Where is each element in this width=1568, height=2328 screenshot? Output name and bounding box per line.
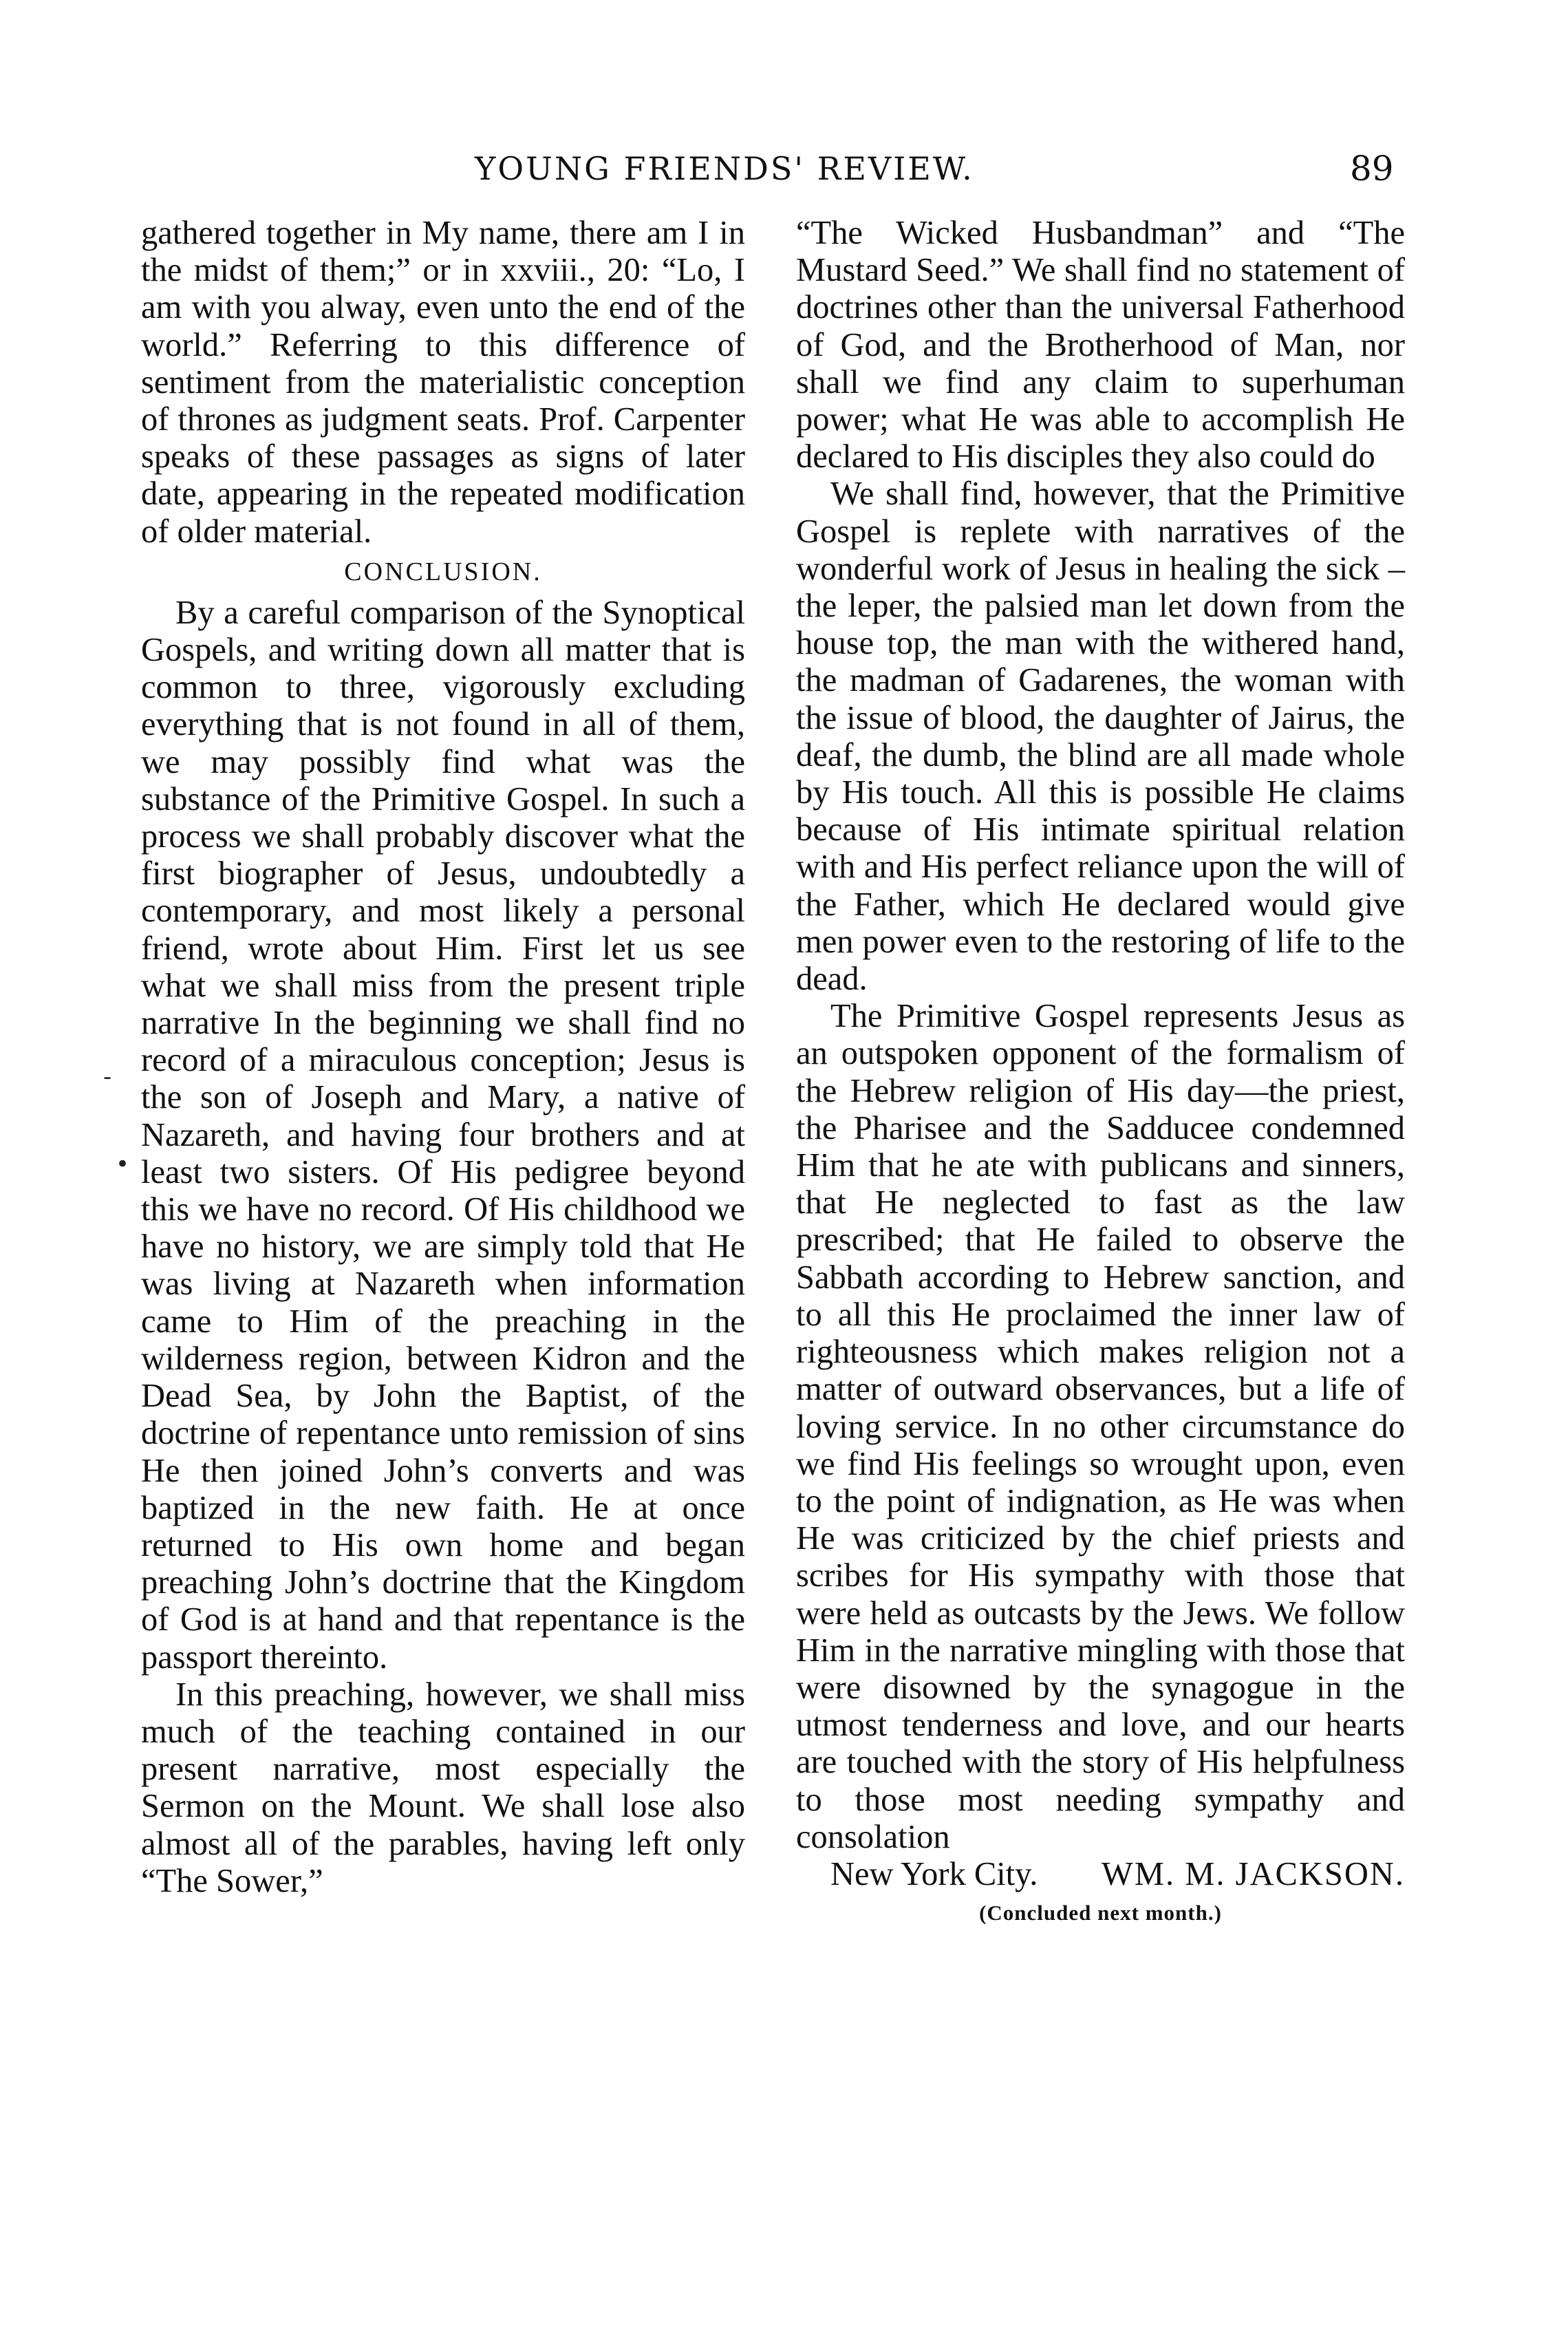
right-column [796,215,1405,1929]
running-head: YOUNG FRIENDS' REVIEW. [475,150,974,187]
margin-bullet-mark: • [116,1151,130,1178]
right-paragraph-1: “The Wicked Husbandman” and “The Mustard Seed.” We shall find no statement of doctrines other than the universal Fatherhood of God, and the Brotherhood of Man, nor shall we find any claim to superhuman power; what He was able to accomplish He declared to His disciples they also could do [796,215,1405,476]
page-number: 89 [1350,149,1394,189]
section-heading: CONCLUSION. [344,557,542,586]
left-paragraph-2: By a careful comparison of the Synoptical Gospels, and writing down all matter that is common to three, vigorously excluding everything that is not found in all of them, we may possibly find what was the substance of the Primitive Gospel. In such a process we shall probably discover what the first biographer of Jesus, undoubtedly a contemporary, and most likely a personal friend, wrote about Him. First let us see what we shall miss from the present triple narrative In the beginning we shall find no record of a miraculous conception; Jesus is the son of Joseph and Mary, a native of Nazareth, and having four brothers and at least two sisters. Of His pedigree beyond this we have no record. Of His childhood we have no history, we are simply told that He was living at Nazareth when information came to Him of the preaching in the wilderness region, between Kidron and the Dead Sea, by John the Baptist, of the doctrine of repentance unto remission of sins He then joined John’s converts and was baptized in the new faith. He at once returned to His own home and began preaching John’s doctrine that the Kingdom of God is at hand and that repentance is the passport thereinto. [141,594,745,1676]
left-paragraph-3: In this preaching, however, we shall miss much of the teaching contained in our present narrative, most especially the Sermon on the Mount. We shall lose also almost all of the parables, having left only “The Sower,” [141,1676,745,1899]
signature-place: New York City. [830,1855,1038,1892]
continuation-note: (Concluded next month.) [979,1901,1222,1925]
left-column [141,215,745,1900]
right-paragraph-3: The Primitive Gospel represents Jesus as an outspoken opponent of the formalism of the Hebrew religion of His day—the priest, the Pharisee and the Sadducee condemned Him that he ate with publicans and sinners, that He neglected to fast as the law prescribed; that He failed to observe the Sabbath according to Hebrew sanction, and to all this He proclaimed the inner law of righteousness which makes religion not a matter of outward observances, but a life of loving service. In no other circumstance do we find His feelings so wrought upon, even to the point of indignation, as He was when He was criticized by the chief priests and scribes for His sympathy with those that were held as outcasts by the Jews. We follow Him in the narrative mingling with those that were disowned by the synagogue in the utmost tenderness and love, and our hearts are touched with the story of His helpfulness to those most needing sympathy and consolation [796,998,1405,1855]
signature-author: WM. M. JACKSON. [1102,1855,1405,1892]
signature-line [796,1856,1405,1893]
margin-tick-mark: - [103,1063,112,1091]
right-paragraph-2: We shall find, however, that the Primitive Gospel is replete with narratives of the wonderful work of Jesus in healing the sick – the leper, the palsied man let down from the house top, the man with the withered hand, the madman of Gadarenes, the woman with the issue of blood, the daughter of Jairus, the deaf, the dumb, the blind are all made whole by His touch. All this is possible He claims because of His intimate spiritual relation with and His perfect reliance upon the will of the Father, which He declared would give men power even to the restoring of life to the dead. [796,476,1405,998]
left-paragraph-1: gathered together in My name, there am I in the midst of them;” or in xxviii., 20: “Lo, I am with you alway, even unto the end of the world.” Referring to this difference of sentiment from the materialistic conception of thrones as judgment seats. Prof. Carpenter speaks of these passages as signs of later date, appearing in the repeated modification of older material. [141,215,745,550]
